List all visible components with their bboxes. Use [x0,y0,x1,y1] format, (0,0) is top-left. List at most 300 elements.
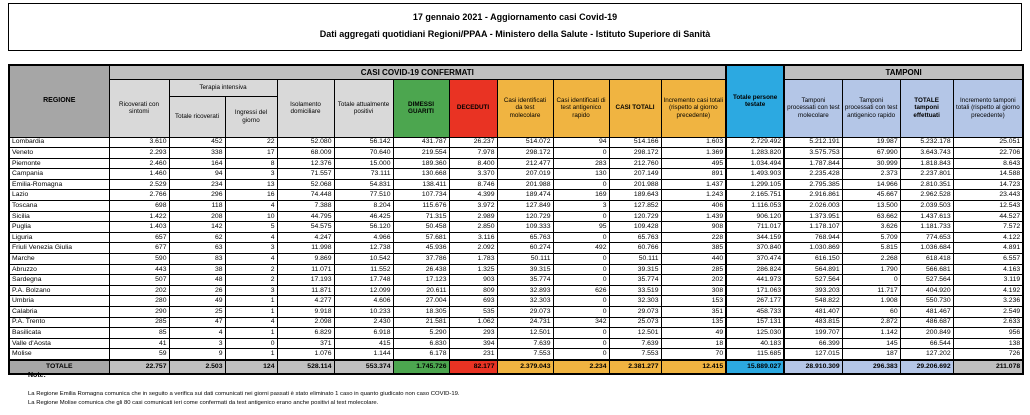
value-cell: 1.818.843 [900,158,953,169]
value-cell: 4 [225,317,277,328]
value-cell: 956 [953,328,1023,339]
value-cell: 566.681 [900,264,953,275]
value-cell: 1.783 [449,254,497,265]
value-cell: 60 [842,307,900,318]
value-cell: 1.062 [449,317,497,328]
value-cell: 1.422 [109,211,169,222]
value-cell: 32.303 [609,296,661,307]
value-cell: 3.575.753 [784,148,842,159]
value-cell: 120.729 [497,211,553,222]
value-cell: 23.443 [953,190,1023,201]
total-value-cell: 124 [225,360,277,374]
table-row [9,222,1023,233]
value-cell: 2.850 [449,222,497,233]
value-cell: 12.543 [953,201,1023,212]
value-cell: 267.177 [726,296,784,307]
value-cell: 809 [449,285,497,296]
value-cell: 187 [842,349,900,360]
value-cell: 2 [225,264,277,275]
table-row [9,296,1023,307]
value-cell: 67.990 [842,148,900,159]
value-cell: 118 [169,201,225,212]
value-cell: 768.944 [784,232,842,243]
value-cell: 10 [225,211,277,222]
value-cell: 385 [661,243,726,254]
value-cell: 2.293 [109,148,169,159]
region-name: Sardegna [9,275,109,286]
region-name: Abruzzo [9,264,109,275]
total-value-cell: 553.374 [334,360,393,374]
value-cell: 54.831 [334,179,393,190]
value-cell: 8 [225,158,277,169]
value-cell: 189.360 [393,158,449,169]
value-cell: 1 [225,349,277,360]
value-cell: 60.274 [497,243,553,254]
note-line: La Regione Molise comunica che gli 80 casi comunicati ieri come confermati da test antigenico erano anche positivi al test molecolare. [28,399,379,406]
col-header-attualmente-positivi: Totale attualmente positivi [334,79,393,137]
col-header-guariti: DIMESSI GUARITI [393,79,449,137]
value-cell: 0 [553,179,609,190]
value-cell: 1.787.844 [784,158,842,169]
table-row [9,338,1023,349]
value-cell: 0 [553,338,609,349]
table-row [9,232,1023,243]
value-cell: 370.474 [726,254,784,265]
value-cell: 56.142 [334,137,393,148]
value-cell: 9.918 [277,307,334,318]
value-cell: 95 [553,222,609,233]
table-row [9,275,1023,286]
covid-data-table [8,64,1024,375]
value-cell: 711.017 [726,222,784,233]
value-cell: 127.849 [497,201,553,212]
value-cell: 8.204 [334,201,393,212]
value-cell: 0 [842,275,900,286]
value-cell: 212.760 [609,158,661,169]
value-cell: 142 [169,222,225,233]
value-cell: 2.373 [842,169,900,180]
col-header-tamponi-antigenico: Tamponi processati con test antigenico rapido [842,79,900,137]
value-cell: 138.411 [393,179,449,190]
region-name: Basilicata [9,328,109,339]
value-cell: 3.370 [449,169,497,180]
value-cell: 2.633 [953,317,1023,328]
value-cell: 63.662 [842,211,900,222]
value-cell: 0 [553,307,609,318]
value-cell: 1.439 [661,211,726,222]
region-name: Marche [9,254,109,265]
value-cell: 1.373.951 [784,211,842,222]
value-cell: 29.073 [609,307,661,318]
region-name: Campania [9,169,109,180]
value-cell: 1.299.105 [726,179,784,190]
value-cell: 2.165.751 [726,190,784,201]
value-cell: 59 [109,349,169,360]
region-name: Molise [9,349,109,360]
table-body [9,137,1023,374]
value-cell: 2.795.385 [784,179,842,190]
value-cell: 1.437.613 [900,211,953,222]
value-cell: 371 [277,338,334,349]
value-cell: 9 [169,349,225,360]
value-cell: 344.159 [726,232,784,243]
total-value-cell: 22.757 [109,360,169,374]
value-cell: 52.068 [277,179,334,190]
value-cell: 12.501 [609,328,661,339]
value-cell: 1.178.107 [784,222,842,233]
value-cell: 296 [169,190,225,201]
table-row [9,190,1023,201]
total-value-cell: 82.177 [449,360,497,374]
value-cell: 70.640 [334,148,393,159]
value-cell: 207.149 [609,169,661,180]
value-cell: 0 [553,275,609,286]
value-cell: 127.852 [609,201,661,212]
value-cell: 3 [225,169,277,180]
value-cell: 626 [553,285,609,296]
value-cell: 4.247 [277,232,334,243]
region-name: Calabria [9,307,109,318]
value-cell: 481.467 [900,307,953,318]
value-cell: 1.283.820 [726,148,784,159]
value-cell: 527.564 [900,275,953,286]
value-cell: 693 [449,296,497,307]
value-cell: 32.893 [497,285,553,296]
value-cell: 1.036.684 [900,243,953,254]
value-cell: 3 [225,285,277,296]
value-cell: 564.891 [784,264,842,275]
value-cell: 115.685 [726,349,784,360]
value-cell: 431.787 [393,137,449,148]
value-cell: 370.840 [726,243,784,254]
value-cell: 4.277 [277,296,334,307]
value-cell: 46.425 [334,211,393,222]
value-cell: 535 [449,307,497,318]
region-name: Liguria [9,232,109,243]
value-cell: 293 [449,328,497,339]
table-row [9,254,1023,265]
region-name: Veneto [9,148,109,159]
value-cell: 21.581 [393,317,449,328]
col-header-tamponi-molecolare: Tamponi processati con test molecolare [784,79,842,137]
value-cell: 71.315 [393,211,449,222]
value-cell: 458.733 [726,307,784,318]
value-cell: 4.891 [953,243,1023,254]
value-cell: 66.544 [900,338,953,349]
value-cell: 2.872 [842,317,900,328]
value-cell: 200.849 [900,328,953,339]
total-value-cell: 28.910.309 [784,360,842,374]
value-cell: 6.178 [393,349,449,360]
value-cell: 4.966 [334,232,393,243]
value-cell: 548.822 [784,296,842,307]
value-cell: 11.071 [277,264,334,275]
value-cell: 12.501 [497,328,553,339]
value-cell: 40.183 [726,338,784,349]
value-cell: 16 [225,190,277,201]
value-cell: 12.376 [277,158,334,169]
value-cell: 2.098 [277,317,334,328]
value-cell: 73.111 [334,169,393,180]
value-cell: 37.786 [393,254,449,265]
value-cell: 164 [169,158,225,169]
col-header-deceduti: DECEDUTI [449,79,497,137]
value-cell: 1.030.869 [784,243,842,254]
value-cell: 2 [225,275,277,286]
value-cell: 65.763 [609,232,661,243]
value-cell: 2.235.428 [784,169,842,180]
value-cell: 50.111 [609,254,661,265]
value-cell: 891 [661,169,726,180]
region-name: Toscana [9,201,109,212]
value-cell: 618.418 [900,254,953,265]
value-cell: 492 [553,243,609,254]
value-cell: 2.729.492 [726,137,784,148]
value-cell: 50.111 [497,254,553,265]
value-cell: 1.369 [661,148,726,159]
value-cell: 342 [553,317,609,328]
value-cell: 1.142 [842,328,900,339]
value-cell: 677 [109,243,169,254]
region-name: P.A. Bolzano [9,285,109,296]
value-cell: 2.092 [449,243,497,254]
value-cell: 3.626 [842,222,900,233]
col-header-casi-totali: CASI TOTALI [609,79,661,137]
value-cell: 26 [169,285,225,296]
region-name: Lazio [9,190,109,201]
value-cell: 157.131 [726,317,784,328]
value-cell: 44.527 [953,211,1023,222]
value-cell: 25.073 [609,317,661,328]
value-cell: 1.437 [661,179,726,190]
value-cell: 3.116 [449,232,497,243]
value-cell: 1 [225,328,277,339]
value-cell: 2.766 [109,190,169,201]
value-cell: 1.460 [109,169,169,180]
value-cell: 202 [109,285,169,296]
value-cell: 201.988 [497,179,553,190]
value-cell: 38 [169,264,225,275]
value-cell: 6.918 [334,328,393,339]
value-cell: 19.987 [842,137,900,148]
value-cell: 127.202 [900,349,953,360]
value-cell: 1 [225,296,277,307]
value-cell: 39.315 [497,264,553,275]
value-cell: 44.795 [277,211,334,222]
region-name: Lombardia [9,137,109,148]
value-cell: 0 [553,264,609,275]
value-cell: 0 [553,349,609,360]
value-cell: 94 [169,169,225,180]
total-value-cell: 12.415 [661,360,726,374]
value-cell: 107.734 [393,190,449,201]
col-header-regione: REGIONE [9,65,109,137]
value-cell: 17.748 [334,275,393,286]
value-cell: 657 [109,232,169,243]
value-cell: 71.557 [277,169,334,180]
value-cell: 115.676 [393,201,449,212]
region-name: Piemonte [9,158,109,169]
total-value-cell: 15.889.027 [726,360,784,374]
col-header-incremento-tamponi: Incremento tamponi totali (rispetto al giorno precedente) [953,79,1023,137]
value-cell: 120.729 [609,211,661,222]
table-row [9,169,1023,180]
value-cell: 63 [169,243,225,254]
col-header-totale-tamponi: TOTALE tamponi effettuati [900,79,953,137]
value-cell: 283 [553,158,609,169]
value-cell: 514.072 [497,137,553,148]
value-cell: 33.519 [609,285,661,296]
note-line: La Regione Emilia Romagna comunica che in seguito a verifica sui dati comunicati nei giorni passati è stato eliminato 1 caso in quanto giudicato non caso COVID-19. [28,391,460,397]
region-name: Emilia-Romagna [9,179,109,190]
total-value-cell: 2.503 [169,360,225,374]
value-cell: 70 [661,349,726,360]
value-cell: 7.978 [449,148,497,159]
value-cell: 14.588 [953,169,1023,180]
value-cell: 616.150 [784,254,842,265]
value-cell: 338 [169,148,225,159]
value-cell: 57.681 [393,232,449,243]
col-header-terapia-intensiva: Terapia intensiva [169,79,277,96]
value-cell: 94 [553,137,609,148]
value-cell: 30.999 [842,158,900,169]
col-header-ingressi: Ingressi del giorno [225,96,277,137]
value-cell: 212.477 [497,158,553,169]
value-cell: 125.030 [726,328,784,339]
value-cell: 219.554 [393,148,449,159]
value-cell: 189.474 [497,190,553,201]
value-cell: 2.529 [109,179,169,190]
value-cell: 109.333 [497,222,553,233]
value-cell: 22 [225,137,277,148]
value-cell: 60.766 [609,243,661,254]
value-cell: 415 [334,338,393,349]
value-cell: 6.829 [277,328,334,339]
value-cell: 45.667 [842,190,900,201]
value-cell: 0 [225,338,277,349]
value-cell: 24.731 [497,317,553,328]
total-value-cell: 29.206.692 [900,360,953,374]
value-cell: 550.730 [900,296,953,307]
value-cell: 8.746 [449,179,497,190]
value-cell: 85 [109,328,169,339]
value-cell: 3 [553,201,609,212]
total-value-cell: 1.745.726 [393,360,449,374]
value-cell: 228 [661,232,726,243]
value-cell: 285 [661,264,726,275]
notes-heading: Note: [28,372,46,379]
value-cell: 7.553 [497,349,553,360]
value-cell: 404.920 [900,285,953,296]
value-cell: 726 [953,349,1023,360]
table-header [9,65,1023,137]
value-cell: 207.019 [497,169,553,180]
total-label: TOTALE [9,360,109,374]
value-cell: 202 [661,275,726,286]
value-cell: 18.305 [393,307,449,318]
value-cell: 1.116.053 [726,201,784,212]
col-header-incremento-casi: Incremento casi totali (rispetto al giorno precedente) [661,79,726,137]
value-cell: 514.166 [609,137,661,148]
value-cell: 2.549 [953,307,1023,318]
value-cell: 908 [661,222,726,233]
value-cell: 4.606 [334,296,393,307]
value-cell: 11.871 [277,285,334,296]
value-cell: 27.004 [393,296,449,307]
value-cell: 394 [449,338,497,349]
value-cell: 11.552 [334,264,393,275]
value-cell: 8.400 [449,158,497,169]
value-cell: 47 [169,317,225,328]
value-cell: 20.611 [393,285,449,296]
value-cell: 10.542 [334,254,393,265]
total-value-cell: 2.234 [553,360,609,374]
band-casi-confermati: CASI COVID-19 CONFERMATI [109,65,726,79]
value-cell: 3.972 [449,201,497,212]
value-cell: 4 [225,254,277,265]
value-cell: 130 [553,169,609,180]
value-cell: 49 [169,296,225,307]
value-cell: 18 [661,338,726,349]
value-cell: 280 [109,296,169,307]
value-cell: 74.448 [277,190,334,201]
value-cell: 13.500 [842,201,900,212]
value-cell: 17.193 [277,275,334,286]
region-name: P.A. Trento [9,317,109,328]
value-cell: 153 [661,296,726,307]
value-cell: 2.460 [109,158,169,169]
value-cell: 77.510 [334,190,393,201]
table-row [9,264,1023,275]
total-value-cell: 2.381.277 [609,360,661,374]
col-header-isolamento: Isolamento domiciliare [277,79,334,137]
value-cell: 4 [169,328,225,339]
total-value-cell: 528.114 [277,360,334,374]
value-cell: 7.553 [609,349,661,360]
value-cell: 45.936 [393,243,449,254]
value-cell: 6.557 [953,254,1023,265]
value-cell: 52.080 [277,137,334,148]
value-cell: 2.026.003 [784,201,842,212]
value-cell: 35.774 [609,275,661,286]
value-cell: 130.668 [393,169,449,180]
band-tamponi: TAMPONI [784,65,1023,79]
value-cell: 14.966 [842,179,900,190]
col-header-totale-ricoverati: Totale ricoverati [169,96,225,137]
value-cell: 29.073 [497,307,553,318]
value-cell: 7.639 [497,338,553,349]
table-row [9,201,1023,212]
table-row [9,158,1023,169]
value-cell: 25 [169,307,225,318]
region-name: Sicilia [9,211,109,222]
table-row [9,137,1023,148]
value-cell: 590 [109,254,169,265]
value-cell: 56.120 [334,222,393,233]
total-value-cell: 296.383 [842,360,900,374]
value-cell: 4.399 [449,190,497,201]
value-cell: 441.973 [726,275,784,286]
value-cell: 10.233 [334,307,393,318]
value-cell: 127.015 [784,349,842,360]
value-cell: 5.709 [842,232,900,243]
value-cell: 12.738 [334,243,393,254]
value-cell: 4.122 [953,232,1023,243]
value-cell: 308 [661,285,726,296]
value-cell: 1.325 [449,264,497,275]
value-cell: 15.000 [334,158,393,169]
value-cell: 17 [225,148,277,159]
